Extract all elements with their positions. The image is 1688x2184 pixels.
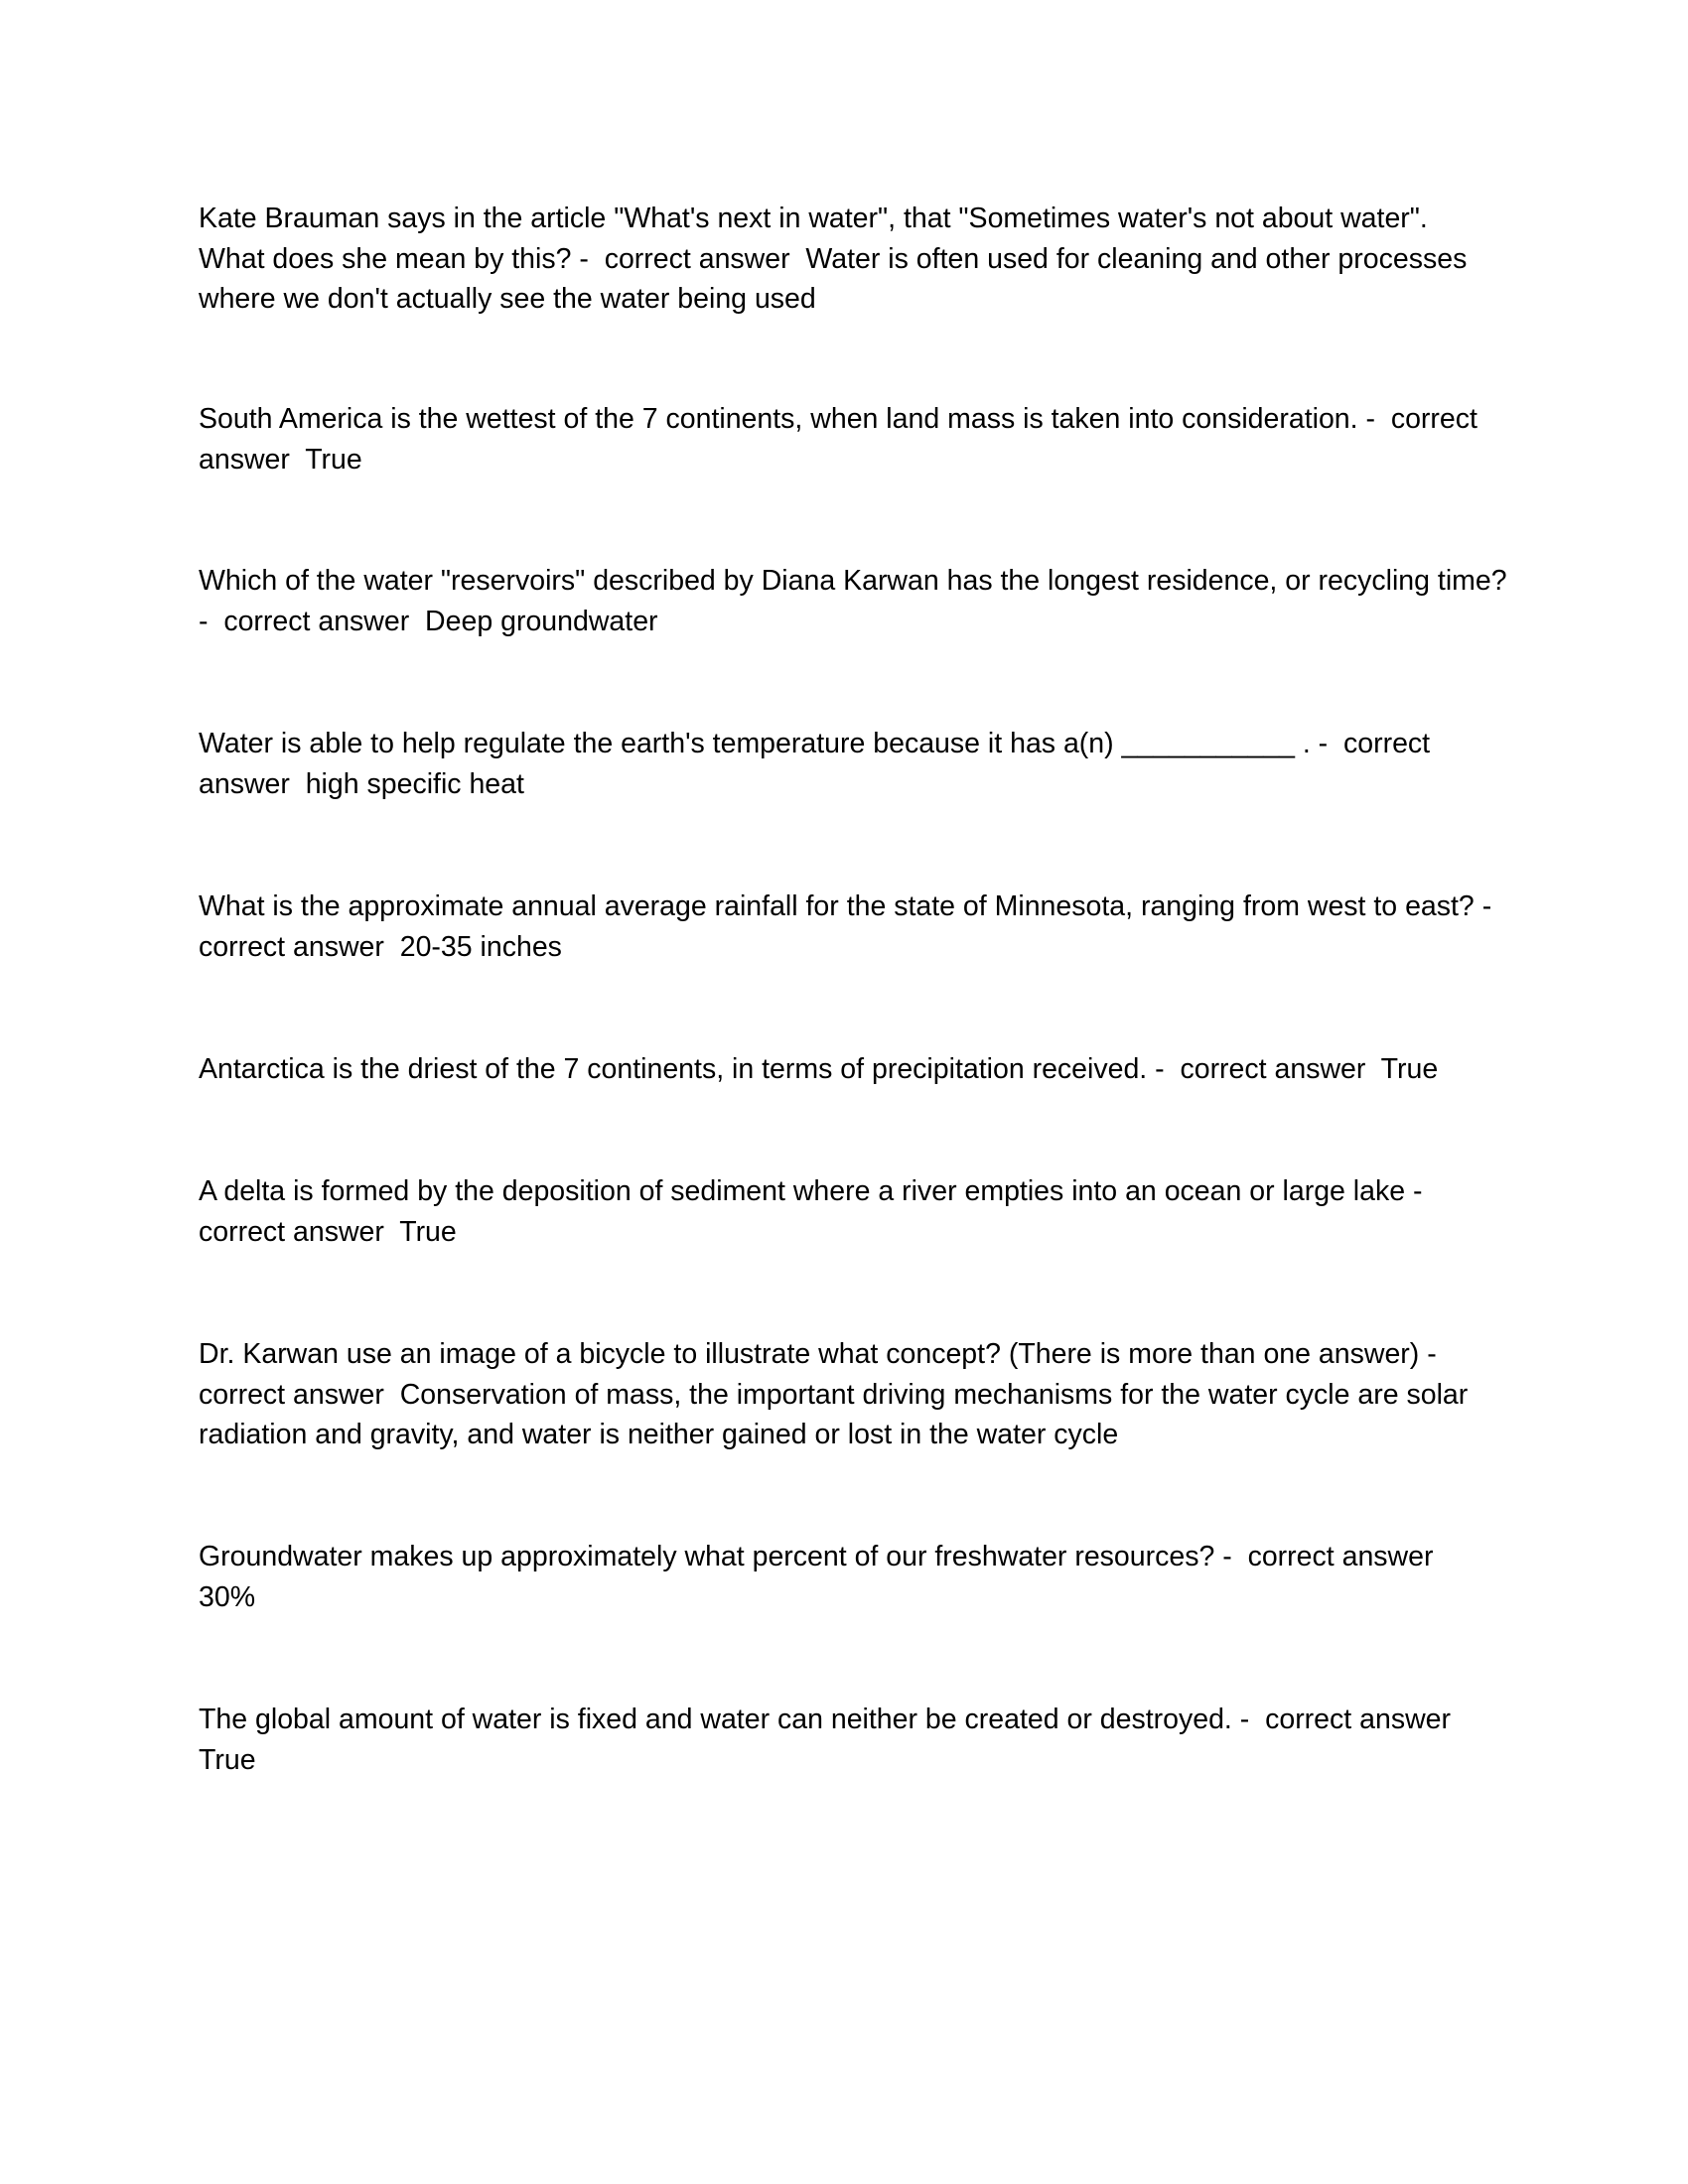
qa-item-4 bbox=[199, 724, 1489, 804]
qa-item-3-line-1: Which of the water "reservoirs" described by Diana Karwan has the longest residence, or recycling time? bbox=[199, 565, 1507, 597]
qa-item-9-line-1: Groundwater makes up approximately what percent of our freshwater resources? - correct answer bbox=[199, 1541, 1434, 1572]
qa-item-8 bbox=[199, 1334, 1489, 1455]
qa-item-9-line-2: 30% bbox=[199, 1580, 256, 1613]
qa-item-5-line-2: correct answer 20-35 inches bbox=[199, 930, 562, 963]
qa-item-1-line-3: where we don't actually see the water being used bbox=[199, 283, 816, 315]
qa-item-2-line-2: answer True bbox=[199, 443, 362, 476]
qa-item-10-line-1: The global amount of water is fixed and water can neither be created or destroyed. - correct answer bbox=[199, 1704, 1451, 1735]
qa-item-1 bbox=[199, 199, 1489, 320]
qa-item-1-line-1: Kate Brauman says in the article "What's next in water", that "Sometimes water's not about water". bbox=[199, 203, 1428, 234]
qa-item-3 bbox=[199, 561, 1507, 641]
qa-item-8-line-3: radiation and gravity, and water is neither gained or lost in the water cycle bbox=[199, 1419, 1119, 1450]
qa-item-7-line-1: A delta is formed by the deposition of sediment where a river empties into an ocean or large lake - bbox=[199, 1175, 1423, 1207]
qa-item-4-line-2: answer high specific heat bbox=[199, 767, 524, 800]
qa-item-6-line-1: Antarctica is the driest of the 7 continents, in terms of precipitation received. - correct answer True bbox=[199, 1053, 1439, 1085]
qa-item-7 bbox=[199, 1171, 1489, 1252]
qa-item-7-line-2: correct answer True bbox=[199, 1215, 457, 1248]
qa-item-2-line-1: South America is the wettest of the 7 continents, when land mass is taken into consideration. - correct bbox=[199, 403, 1477, 435]
qa-item-5-line-1: What is the approximate annual average rainfall for the state of Minnesota, ranging from west to east? - bbox=[199, 890, 1492, 922]
qa-item-10 bbox=[199, 1700, 1489, 1780]
qa-item-10-line-2: True bbox=[199, 1743, 256, 1776]
qa-item-8-line-2: correct answer Conservation of mass, the important driving mechanisms for the water cycle are solar bbox=[199, 1378, 1469, 1411]
qa-item-5 bbox=[199, 887, 1492, 967]
qa-item-3-line-2: - correct answer Deep groundwater bbox=[199, 605, 658, 637]
qa-item-9 bbox=[199, 1537, 1489, 1617]
qa-item-2 bbox=[199, 399, 1489, 479]
qa-item-4-line-1: Water is able to help regulate the earth's temperature because it has a(n) ___________ . - correct bbox=[199, 728, 1431, 759]
qa-item-1-line-2: What does she mean by this? - correct answer Water is often used for cleaning and other processes bbox=[199, 242, 1468, 275]
qa-item-6 bbox=[199, 1049, 1489, 1090]
qa-item-8-line-1: Dr. Karwan use an image of a bicycle to illustrate what concept? (There is more than one answer) - bbox=[199, 1338, 1437, 1370]
